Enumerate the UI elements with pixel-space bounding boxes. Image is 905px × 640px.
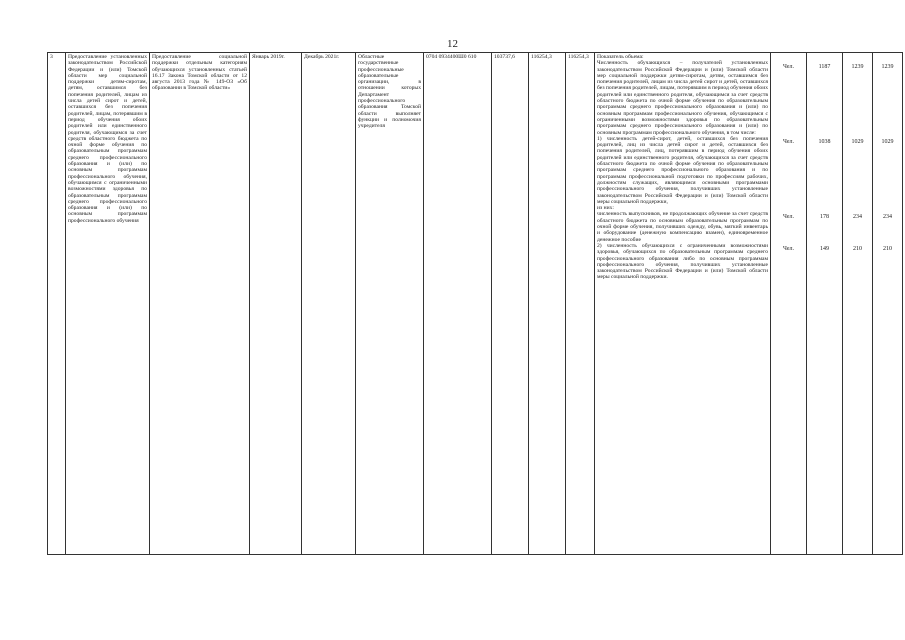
indicator-unit: Чел. <box>782 64 795 70</box>
indicator-value-2020: 1029 <box>851 138 864 145</box>
indicator-value-2019: 149 <box>820 245 829 252</box>
indicator-text: Показатель объема: Численность обучающихся – получателей установленных законодательством Российской Федерации и (или) Томской области мер социальной поддержки детям-сиротам, детям, оставшимся без попечения родителей, лицам из числа детей сирот и детей, оставшихся без попечения родителей, лицам, потерявшим в период обучения обоих родителей или единственного родителя, обучающимся за счет средств областного бюджета по очной форме обучения по образовательным программам среднего профессионального образования и (или) по основным программам профессионального обучения, обучающимся с ограниченными возможностями здоровья по образовательным программам среднего профессионального образования и (или) по основным программам профессионального обучения, в том числе: <box>597 54 768 136</box>
indicator-value-2020: 234 <box>853 214 862 221</box>
finance-2019-cell: 103737,6 <box>492 53 529 555</box>
finance-2020-cell: 116254,3 <box>529 53 566 555</box>
indicators-text <box>595 53 770 282</box>
indicator-value-2021: 210 <box>883 245 892 252</box>
indicator-text: 1) численность детей-сирот, детей, оставшихся без попечения родителей, лиц из числа детей сирот и детей, оставшихся без попечения родителей, лиц, потерявшим в период обучения обоих родителей или единственного родителя, обучающихся за счет средств областного бюджета по очной форме обучения по образовательным программам среднего профессионального образования и по программам профессиональной подготовки по профессиям рабочих, должностям служащих, являющимся основными программами профессионального обучения, получивших установленные законодательством Российской Федерации и (или) Томской области меры социальной поддержки, из них: <box>597 135 768 212</box>
indicator-text: 2) численность обучающихся с ограниченными возможностями здоровья, обучающихся по образовательным программам среднего профессионального образования либо по основным программам профессионального обучения, получивших установленные законодательством Российской Федерации и (или) Томской области меры социальной поддержки. <box>597 242 770 281</box>
indicator-value-2021: 1239 <box>881 64 894 70</box>
indicator-value-2019: 1187 <box>818 64 831 70</box>
executor-cell: Областные государственные профессиональные образовательные организации, в отношении которых Департамент профессионального образования Томской области выполняет функции и полномочия учредителя <box>356 53 424 555</box>
indicator-value-2021: 234 <box>883 214 892 221</box>
table-row <box>48 53 903 555</box>
indicator-value-2019: 1038 <box>818 138 831 145</box>
indicator-unit: Чел. <box>782 138 795 145</box>
start-date-cell: Январь 2019г. <box>250 53 302 555</box>
page-number: 12 <box>447 38 458 50</box>
indicator-text: численность выпускников, не продолжающих обучение за счет средств областного бюджета по основным образовательным программам по очной форме обучения, получивших одежду, обувь, мягкий инвентарь и оборудование (денежную компенсацию взамен), единовременное денежное пособие <box>597 211 770 243</box>
finance-2021-cell: 116254,3 <box>566 53 595 555</box>
activity-cell: Предоставление установленных законодательством Российской Федерации и (или) Томской области мер социальной поддержки детям-сиротам, детям, оставшимся без попечения родителей, лицам из числа детей сирот и детей, оставшихся без попечения родителей, лицам, потерявшим в период обучения обоих родителей или единственного родителя, обучающимся за счет средств областного бюджета по очной форме обучения по образовательным программам среднего профессионального образования и (или) по основным программам профессионального обучения, обучающимся с ограниченными возможностями здоровья по образовательным программам среднего профессионального образования и (или) по основным программам профессионального обучения <box>66 53 150 555</box>
end-date-cell: Декабрь 2021г. <box>302 53 356 555</box>
indicator-unit: Чел. <box>782 214 795 221</box>
unit-cell <box>771 53 807 555</box>
indicator-value-2019: 178 <box>820 214 829 221</box>
indicator-unit: Чел. <box>782 245 795 252</box>
kbk-cell: 0704 0934400Ш0 610 <box>424 53 492 555</box>
value-2020-cell <box>843 53 873 555</box>
value-2019-cell <box>807 53 843 555</box>
indicators-cell <box>595 53 771 555</box>
content-cell: Предоставление социальной поддержки отдельным категориям обучающихся установленных статьей 16.17 Закона Томской области от 12 августа 2013 года № 149-ОЗ «Об образовании в Томской области» <box>150 53 250 555</box>
indicator-value-2021: 1029 <box>881 138 894 145</box>
indicator-value-2020: 210 <box>853 245 862 252</box>
indicator-value-2020: 1239 <box>851 64 864 70</box>
measures-table <box>47 52 903 555</box>
value-2021-cell <box>873 53 903 555</box>
row-number: 3 <box>48 53 66 555</box>
